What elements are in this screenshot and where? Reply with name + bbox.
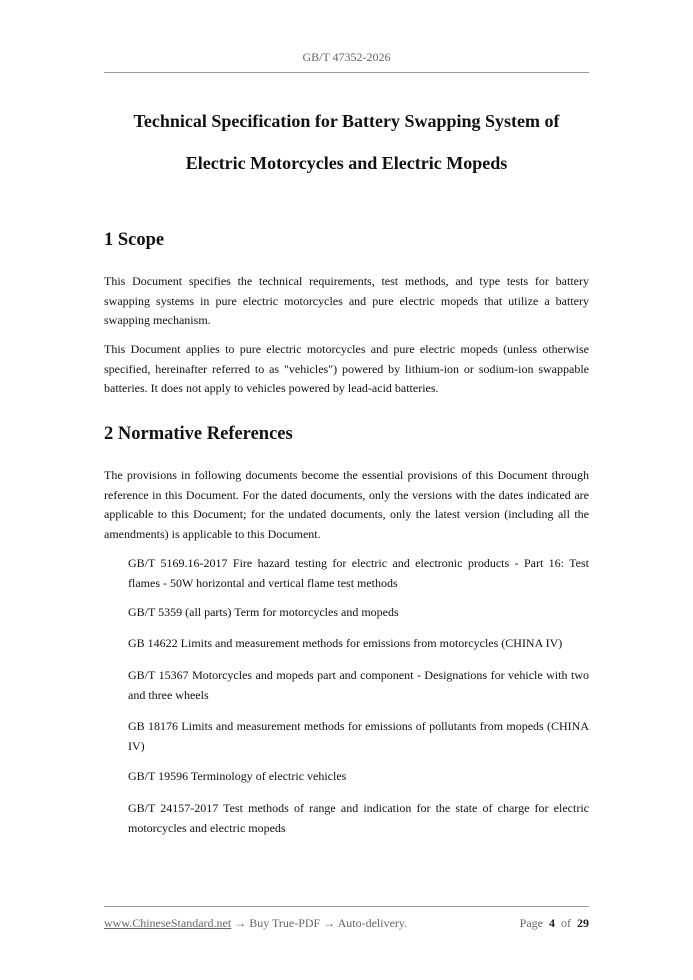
reference-item: GB 18176 Limits and measurement methods for emissions of pollutants from mopeds (CHINA IV) (128, 719, 589, 753)
normative-references-intro: The provisions in following documents become the essential provisions of this Document through reference in this Document. For the dated documents, only the versions with the dates indicated are applicable to this Document; for the undated documents, only the latest version (including all the amendments) is applicable to this Document. (104, 468, 589, 541)
page-of: of (561, 916, 571, 930)
section-heading-normative-references: 2 Normative References (104, 424, 293, 444)
buy-true-pdf-link[interactable]: Buy True-PDF (249, 916, 321, 930)
page-indicator (520, 916, 589, 931)
header-divider (104, 72, 589, 73)
section-heading-scope: 1 Scope (104, 230, 165, 250)
reference-item: GB/T 24157-2017 Test methods of range and indication for the state of charge for electric motorcycles and electric mopeds (128, 801, 589, 835)
scope-paragraph-2: This Document applies to pure electric motorcycles and pure electric mopeds (unless otherwise specified, hereinafter referred to as "vehicles") powered by lithium-ion or sodium-ion swappable batteries. It does not apply to vehicles powered by lead-acid batteries. (104, 342, 589, 395)
page-label: Page (519, 916, 543, 930)
scope-paragraph-1: This Document specifies the technical requirements, test methods, and type tests for battery swapping systems in pure electric motorcycles and pure electric mopeds that utilize a battery swapping mechanism. (104, 274, 589, 327)
document-number: GB/T 47352-2026 (302, 50, 391, 64)
footer-links (104, 916, 407, 931)
title-line-1: Technical Specification for Battery Swapping System of (133, 111, 560, 131)
arrow-right-icon: → (234, 916, 247, 930)
arrow-right-icon: → (323, 916, 336, 930)
page-current: 4 (549, 916, 555, 930)
document-title (60, 100, 633, 184)
reference-item: GB/T 19596 Terminology of electric vehicles (128, 769, 347, 783)
reference-item: GB/T 5359 (all parts) Term for motorcycles and mopeds (128, 605, 399, 619)
reference-item: GB/T 5169.16-2017 Fire hazard testing for electric and electronic products - Part 16: Test flames - 50W horizontal and vertical flame test methods (128, 556, 589, 590)
reference-item: GB/T 15367 Motorcycles and mopeds part and component - Designations for vehicle with two and three wheels (128, 668, 589, 702)
reference-item: GB 14622 Limits and measurement methods for emissions from motorcycles (CHINA IV) (128, 636, 563, 650)
title-line-2: Electric Motorcycles and Electric Mopeds (185, 153, 508, 173)
auto-delivery-text: Auto-delivery. (337, 916, 408, 930)
site-link[interactable]: www.ChineseStandard.net (104, 916, 232, 930)
footer-divider (104, 906, 589, 907)
page-total: 29 (577, 916, 589, 930)
